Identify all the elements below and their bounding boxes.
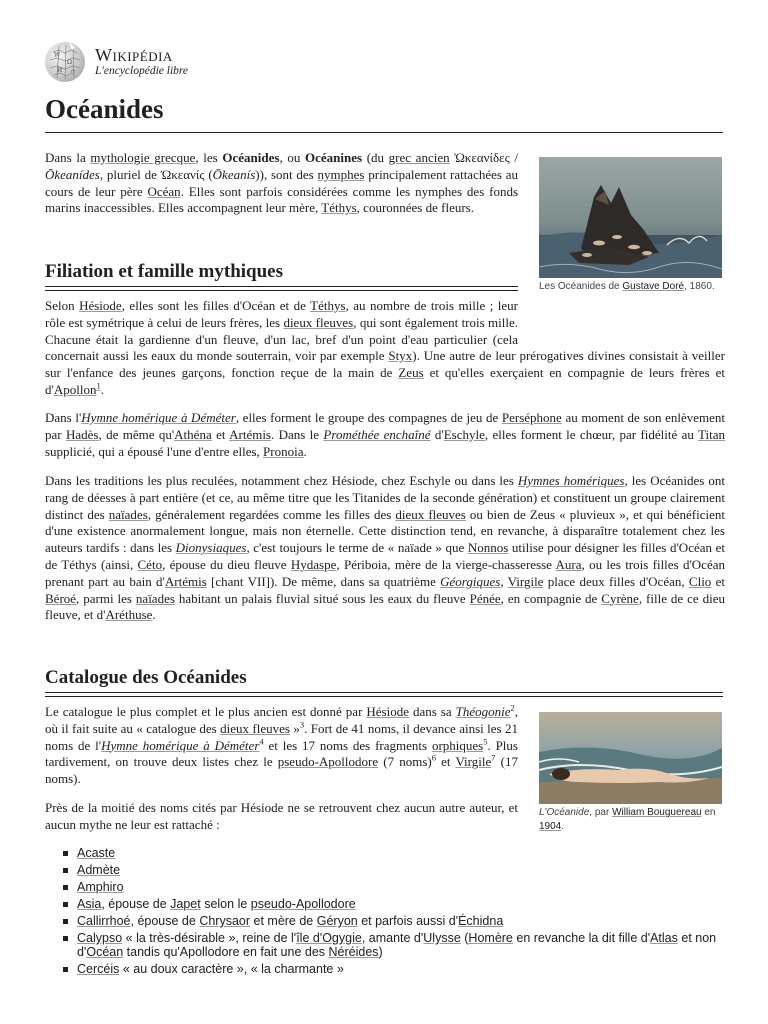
link-william-bouguereau[interactable]: William Bouguereau	[612, 807, 702, 818]
link-dieux-fleuves-3[interactable]: dieux fleuves	[220, 720, 290, 736]
link-artemis[interactable]: Artémis	[229, 426, 271, 442]
painting-oceanide-bouguereau[interactable]	[539, 712, 722, 804]
link-hymne-demeter-2[interactable]: Hymne homérique à Déméter	[101, 737, 260, 753]
catalogue-paragraph-2: Près de la moitié des noms cités par Hésiode ne se retrouvent chez aucun autre auteur, et aucun mythe ne leur est rattaché :	[45, 800, 518, 832]
link-hades[interactable]: Hadès	[65, 426, 99, 442]
reference-6[interactable]: 6	[431, 753, 436, 764]
link-titan[interactable]: Titan	[698, 426, 725, 442]
list-item	[60, 879, 725, 896]
link-callirrhoe[interactable]: Callirrhoé	[77, 914, 131, 928]
link-styx[interactable]: Styx	[388, 348, 413, 364]
link-naiades-2[interactable]: naïades	[135, 590, 175, 606]
float-spacer	[518, 298, 725, 332]
link-eschyle[interactable]: Eschyle	[443, 426, 485, 442]
heading-rule-catalogue	[45, 692, 723, 697]
reference-7[interactable]: 7	[491, 753, 496, 764]
link-acaste[interactable]: Acaste	[77, 846, 116, 860]
link-asia[interactable]: Asia	[77, 897, 102, 911]
link-pseudo-apollodore[interactable]: pseudo-Apollodore	[277, 754, 379, 770]
reference-4[interactable]: 4	[259, 736, 264, 747]
link-georgiques[interactable]: Géorgiques	[440, 573, 501, 589]
link-grec-ancien[interactable]: grec ancien	[388, 150, 450, 165]
link-japet[interactable]: Japet	[170, 897, 201, 911]
link-hesiode-2[interactable]: Hésiode	[366, 704, 409, 719]
figure-bouguereau	[539, 712, 722, 837]
link-ocean[interactable]: Océan	[147, 183, 181, 199]
link-dionysiaques[interactable]: Dionysiaques	[175, 540, 247, 556]
bold-oceanines: Océanines	[304, 150, 363, 165]
link-nymphes[interactable]: nymphes	[317, 166, 365, 182]
svg-text:Ω: Ω	[67, 59, 72, 66]
list-item	[60, 862, 725, 879]
link-dieux-fleuves-2[interactable]: dieux fleuves	[395, 506, 466, 522]
figure-caption-dore: Les Océanides de Gustave Doré, 1860.	[539, 281, 715, 292]
link-promethee-enchaine[interactable]: Prométhée enchaîné	[323, 426, 431, 442]
list-item	[60, 845, 725, 862]
list-item: Asia, épouse de Japet selon le pseudo-Apollodore	[60, 896, 725, 913]
link-virgile[interactable]: Virgile	[507, 573, 544, 589]
heading-catalogue: Catalogue des Océanides	[45, 667, 247, 688]
link-pronoia[interactable]: Pronoia	[263, 443, 304, 459]
site-wordmark: Wikipédia	[95, 45, 173, 65]
link-amphiro[interactable]: Amphiro	[77, 880, 124, 894]
link-1904[interactable]: 1904	[539, 821, 562, 832]
filiation-paragraph-2: Dans l'Hymne homérique à Déméter, elles forment le groupe des compagnes de jeu de Perséphone au moment de son enlèvement par Hadès, de même qu'Athéna et Artémis. Dans le Prométhée enchaîné d'Eschyle, elles forment le chœur, par fidélité au Titan supplicié, qui a épousé l'une d'entre elles, Pronoia.	[45, 410, 726, 459]
link-hesiode[interactable]: Hésiode	[79, 298, 122, 313]
link-ulysse[interactable]: Ulysse	[423, 931, 461, 945]
bold-oceanides: Océanides	[222, 150, 280, 165]
link-ocean-2[interactable]: Océan	[86, 945, 124, 959]
link-echidna[interactable]: Échidna	[458, 914, 504, 928]
reference-2[interactable]: 2	[510, 702, 515, 713]
link-dieux-fleuves[interactable]: dieux fleuves	[283, 314, 354, 330]
globe-icon	[45, 42, 85, 82]
link-beroe[interactable]: Béroé	[45, 590, 77, 606]
link-theogonie[interactable]: Théogonie	[455, 704, 511, 719]
link-nonnos[interactable]: Nonnos	[467, 540, 509, 556]
link-athena[interactable]: Athéna	[174, 426, 212, 442]
link-atlas[interactable]: Atlas	[650, 931, 678, 945]
link-homere[interactable]: Homère	[468, 931, 513, 945]
figure-dore	[539, 157, 722, 307]
link-geryon[interactable]: Géryon	[316, 914, 358, 928]
page-title: Océanides	[45, 94, 164, 124]
link-chrysaor[interactable]: Chrysaor	[199, 914, 251, 928]
link-virgile-2[interactable]: Virgile	[455, 754, 492, 770]
filiation-paragraph-3: Dans les traditions les plus reculées, notamment chez Hésiode, chez Eschyle ou dans les Hymnes homériques, les Océanides ont rang de déesses à part entière (et ce, au même titre que les Titanides de la seconde génération) et constituent un groupe clairement distinct des naïades, généralement regardées comme les filles des dieux fleuves ou bien de Zeus « pluvieux », et qui bénéficient d'une existence anormalement longue, mais non éternelle. Cette distinction tend, en revanche, à disparaître totalement chez les auteurs tardifs : dans les Dionysiaques, c'est toujours le terme de « naïade » que Nonnos utilise pour désigner les filles d'Océan et de Téthys (ainsi, Céto, épouse du dieu fleuve Hydaspe, Périboia, mère de la vierge-chasseresse Aura, ou les trois filles d'Océan prenant part au bain d'Artémis [chant VII]). De même, dans sa quatrième Géorgiques, Virgile place deux filles d'Océan, Clio et Béroé, parmi les naïades habitant un palais fluvial situé sous les eaux du fleuve Pénée, en compagnie de Cyrène, fille de ce dieu fleuve, et d'Aréthuse.	[45, 473, 726, 623]
link-penee[interactable]: Pénée	[469, 590, 501, 606]
link-naiades[interactable]: naïades	[108, 506, 148, 522]
link-admete[interactable]: Admète	[77, 863, 121, 877]
link-persephone[interactable]: Perséphone	[501, 410, 562, 425]
heading-rule-filiation	[45, 286, 518, 291]
link-pseudo-apollodore-2[interactable]: pseudo-Apollodore	[250, 897, 356, 911]
link-clio[interactable]: Clio	[688, 573, 712, 589]
link-cyrene[interactable]: Cyrène	[601, 590, 639, 606]
link-hymnes-homeriques[interactable]: Hymnes homériques	[517, 473, 625, 488]
figure-caption-bouguereau: L'Océanide, par William Bouguereau en 1904.	[539, 807, 716, 832]
list-item: Cercéis « au doux caractère », « la charmante »	[60, 961, 725, 978]
link-tethys-2[interactable]: Téthys	[310, 298, 346, 313]
link-hymne-demeter[interactable]: Hymne homérique à Déméter	[81, 410, 236, 425]
reference-3[interactable]: 3	[299, 719, 305, 730]
link-calypso[interactable]: Calypso	[77, 931, 123, 945]
svg-text:И: И	[57, 67, 63, 74]
reference-1[interactable]: 1	[96, 380, 101, 391]
link-ile-ogygie[interactable]: île d'Ogygie	[296, 931, 362, 945]
svg-text:W: W	[54, 52, 61, 59]
title-rule	[45, 132, 723, 133]
reference-5[interactable]: 5	[483, 736, 488, 747]
link-nereides[interactable]: Néréides	[328, 945, 379, 959]
link-apollon[interactable]: Apollon	[53, 381, 97, 397]
link-tethys[interactable]: Téthys	[321, 200, 357, 216]
link-artemis-2[interactable]: Artémis	[164, 573, 207, 589]
link-hydaspe[interactable]: Hydaspe	[290, 556, 337, 572]
link-zeus[interactable]: Zeus	[398, 365, 424, 381]
link-ceto[interactable]: Céto	[137, 556, 163, 572]
list-item: Callirrhoé, épouse de Chrysaor et mère de Géryon et parfois aussi d'Échidna	[60, 913, 725, 930]
link-gustave-dore[interactable]: Gustave Doré	[622, 281, 685, 292]
catalogue-paragraph-1: Le catalogue le plus complet et le plus ancien est donné par Hésiode dans sa Théogonie$^2$, où il fait suite au « catalogue des dieux fleuves »$^3$. Fort de 41 noms, il devance ainsi les 21 noms de l'Hymne homérique à Déméter$^4$ et les 17 noms des fragments orphiques$^5$. Plus tardivement, on trouve deux listes chez le pseudo-Apollodore (7 noms)$^6$ et Virgile$^7$ (17 noms).	[45, 702, 518, 787]
intro-paragraph: Dans la mythologie grecque, les Océanides, ou Océanines (du grec ancien Ὠκεανίδες / Ōkeanídes, pluriel de Ὠκεανίς (Ōkeanís)), sont des nymphes principalement rattachées au cours de leur père Océan. Elles sont parfois considérées comme les nymphes des fonds marins inaccessibles. Elles accompagnent leur mère, Téthys, couronnées de fleurs.	[45, 150, 519, 216]
link-aura[interactable]: Aura	[555, 556, 582, 572]
link-orphiques[interactable]: orphiques	[431, 737, 484, 753]
heading-filiation: Filiation et famille mythiques	[45, 261, 284, 282]
list-item: Calypso « la très-désirable », reine de l'île d'Ogygie, amante d'Ulysse (Homère en revanche la dit fille d'Atlas et non d'Océan tandis qu'Apollodore en fait une des Néréides)	[60, 930, 725, 961]
oceanides-list	[60, 845, 725, 978]
painting-oceanides-dore[interactable]	[539, 157, 722, 278]
site-tagline: L'encyclopédie libre	[95, 65, 189, 77]
filiation-paragraph-1: Selon Hésiode, elles sont les filles d'Océan et de Téthys, au nombre de trois mille ; leur rôle est symétrique à celui de leurs frères, les dieux fleuves, qui sont également trois mille. Chacune était la gardienne d'un fleuve, d'un lac, bref d'un point d'eau particulier (cela concernait aussi les eaux du monde souterrain, voir par exemple Styx). Une autre de leur prérogatives divines consistait à veiller sur l'enfance des jeunes garçons, fonction reçue de la main de Zeus et qu'elles exerçaient en compagnie de leurs frères et d'Apollon$^1$.	[45, 298, 725, 397]
link-cerceis[interactable]: Cercéis	[77, 962, 120, 976]
link-mythologie-grecque[interactable]: mythologie grecque	[90, 150, 196, 165]
svg-text:ウ: ウ	[70, 69, 77, 76]
link-arethuse[interactable]: Aréthuse	[105, 607, 153, 623]
